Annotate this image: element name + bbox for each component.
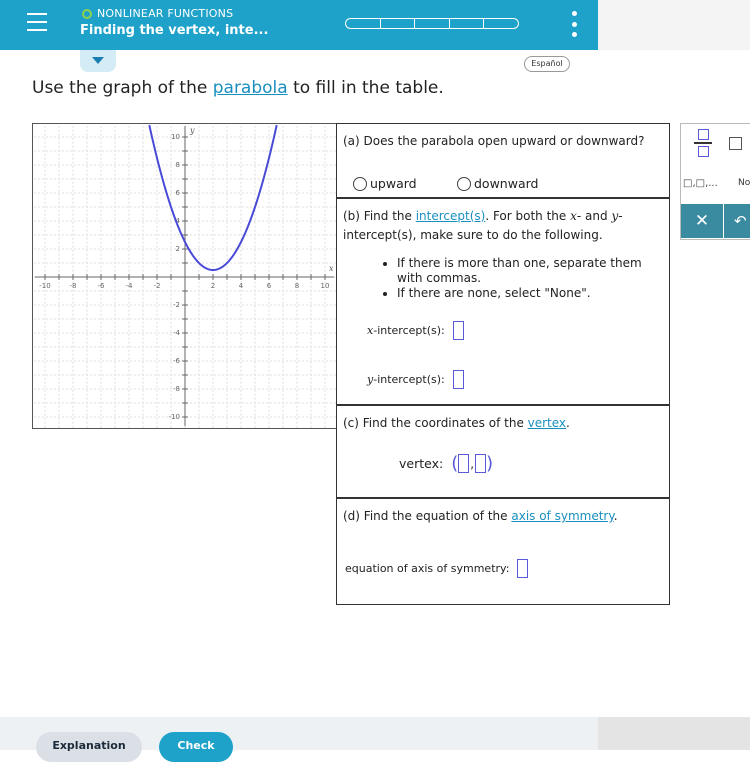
x-tick-label: 2	[210, 282, 216, 290]
vertex-link[interactable]: vertex	[527, 416, 567, 430]
part-b-mid2: - and	[576, 209, 612, 223]
y-intercept-label: -intercept(s):	[373, 373, 445, 386]
x-intercept-var: x	[367, 324, 374, 337]
axis-input[interactable]	[517, 559, 528, 578]
progress-segment	[415, 19, 450, 28]
downward-radio[interactable]	[457, 177, 471, 191]
x-intercept-input[interactable]	[453, 321, 464, 340]
graph-svg	[33, 124, 336, 428]
instruction-text	[32, 78, 444, 98]
axis-row	[345, 559, 528, 578]
bullet-item: • If there are none, select "None".	[397, 286, 665, 301]
x-tick-label: 4	[238, 282, 244, 290]
vertex-row	[399, 453, 493, 474]
axis-of-symmetry-link[interactable]: axis of symmetry	[511, 509, 614, 523]
y-tick-label: 2	[175, 245, 180, 253]
downward-label: downward	[474, 176, 539, 191]
y-intercept-row	[367, 370, 464, 389]
footer-right	[598, 717, 750, 750]
part-a-box	[336, 123, 670, 198]
part-c-prefix: (c) Find the coordinates of the	[343, 416, 528, 430]
undo-button[interactable]	[724, 204, 750, 238]
part-b-bullets	[383, 256, 665, 301]
x-intercept-label: -intercept(s):	[373, 324, 445, 337]
vertex-input-group: ( , )	[451, 453, 494, 474]
undo-icon: ↶	[734, 212, 747, 230]
progress-segment	[484, 19, 518, 28]
x-tick-label: -8	[69, 282, 77, 290]
x-tick-label: -6	[97, 282, 105, 290]
y-tick-label: 10	[171, 133, 180, 141]
part-d-question	[343, 507, 663, 526]
espanol-button[interactable]: Español	[524, 56, 570, 72]
y-tick-label: 8	[175, 161, 180, 169]
header-right-panel	[598, 0, 750, 50]
part-b-suffix: -intercept(s), make sure to do the following.	[343, 209, 623, 242]
clear-button[interactable]	[681, 204, 723, 238]
progress-segment	[346, 19, 381, 28]
x-intercept-row	[367, 321, 464, 340]
part-b-mid1: . For both the	[485, 209, 571, 223]
part-c-suffix: .	[566, 416, 570, 430]
x-tick-label: -10	[39, 282, 51, 290]
part-a-question: (a) Does the parabola open upward or downward?	[343, 134, 645, 148]
topic-label: NONLINEAR FUNCTIONS	[97, 7, 234, 20]
upward-radio[interactable]	[353, 177, 367, 191]
x-tick-label: 10	[320, 282, 330, 290]
y-tick-label: -4	[173, 329, 180, 337]
vertex-label: vertex:	[399, 456, 444, 471]
upward-label: upward	[370, 176, 417, 191]
y-tick-label: -6	[173, 357, 180, 365]
y-intercept-var: y	[367, 373, 374, 386]
close-icon: ✕	[694, 211, 710, 231]
topic-status-icon	[82, 9, 92, 19]
instruction-after: to fill in the table.	[287, 78, 444, 98]
box-tool-icon[interactable]	[729, 137, 742, 150]
x-tick-label: 6	[266, 282, 272, 290]
part-d-box	[336, 498, 670, 605]
top-header	[0, 0, 598, 50]
part-b-prefix: (b) Find the	[343, 209, 416, 223]
y-tick-label: -10	[168, 413, 180, 421]
explanation-button[interactable]: Explanation	[36, 732, 142, 762]
upward-option[interactable]	[353, 176, 417, 191]
more-options-icon[interactable]	[572, 11, 578, 37]
y-tick-label: -8	[173, 385, 180, 393]
part-c-box	[336, 405, 670, 498]
part-b-y-var: y	[611, 209, 619, 223]
axis-label: equation of axis of symmetry:	[345, 562, 510, 575]
none-tool-button[interactable]: No	[738, 178, 750, 188]
x-axis-label: x	[329, 264, 334, 273]
collapse-tab-chevron-icon[interactable]	[80, 50, 116, 72]
y-tick-label: -2	[173, 301, 180, 309]
progress-segment	[450, 19, 485, 28]
x-tick-label: -2	[153, 282, 161, 290]
bullet-item: • If there is more than one, separate them with commas.	[397, 256, 665, 286]
fraction-tool-icon[interactable]	[690, 129, 716, 161]
part-d-suffix: .	[613, 509, 618, 523]
part-b-x-var: x	[570, 209, 577, 223]
vertex-x-input[interactable]	[458, 454, 469, 473]
intercepts-link[interactable]: intercept(s)	[415, 209, 486, 223]
part-b-box	[336, 198, 670, 405]
check-button[interactable]: Check	[159, 732, 233, 762]
x-tick-label: -4	[125, 282, 133, 290]
vertex-y-input[interactable]	[475, 454, 486, 473]
topic-row	[82, 7, 233, 20]
instruction-before: Use the graph of the	[32, 78, 213, 98]
downward-option[interactable]	[457, 176, 538, 191]
progress-segment	[381, 19, 416, 28]
y-tick-label: 6	[175, 189, 180, 197]
y-intercept-input[interactable]	[453, 370, 464, 389]
hamburger-menu-icon[interactable]	[27, 13, 47, 31]
y-axis-label: y	[190, 126, 195, 135]
parabola-graph	[32, 123, 337, 429]
parabola-link[interactable]: parabola	[212, 78, 288, 98]
list-tool-button[interactable]: □,□,...	[683, 178, 718, 189]
part-c-question	[343, 414, 663, 433]
progress-bar	[345, 18, 519, 29]
y-tick-label: 4	[175, 217, 180, 225]
part-b-question	[343, 207, 663, 245]
x-tick-label: 8	[294, 282, 300, 290]
lesson-title: Finding the vertex, inte...	[80, 23, 269, 38]
part-d-prefix: (d) Find the equation of the	[343, 509, 512, 523]
